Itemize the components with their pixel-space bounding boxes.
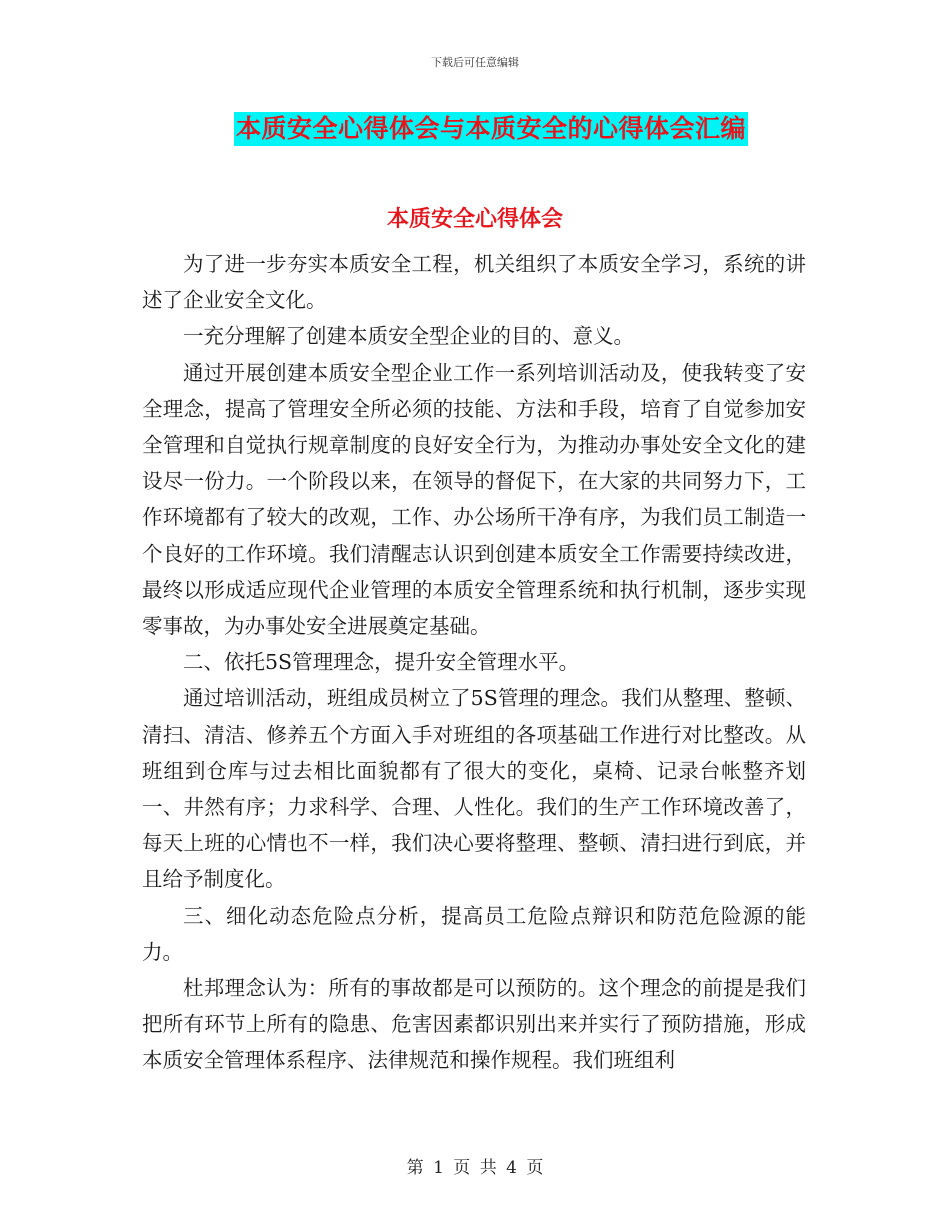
paragraph: 一充分理解了创建本质安全型企业的目的、意义。 xyxy=(183,324,634,349)
paragraph: 为了进一步夯实本质安全工程，机关组织了本质安全学习，系统的讲述了企业安全文化。 xyxy=(142,252,806,313)
paragraph: 杜邦理念认为：所有的事故都是可以预防的。这个理念的前提是我们把所有环节上所有的隐患、危害因素都识别出来并实行了预防措施，形成本质安全管理体系程序、法律规范和操作规程。我们班组利 xyxy=(142,976,806,1073)
section-title: 本质安全心得体会 xyxy=(386,207,563,232)
header-note: 下载后可任意编辑 xyxy=(431,56,519,69)
paragraph: 通过培训活动，班组成员树立了5S管理的理念。我们从整理、整顿、清扫、清洁、修养五个方面入手对班组的各项基础工作进行对比整改。从班组到仓库与过去相比面貌都有了很大的变化，桌椅、记录台帐整齐划一、井然有序；力求科学、合理、人性化。我们的生产工作环境改善了，每天上班的心情也不一样，我们决心要将整理、整顿、清扫进行到底，并且给予制度化。 xyxy=(142,686,806,892)
body-text xyxy=(142,246,806,1079)
page-number-footer: 第 1 页 共 4 页 xyxy=(406,1158,544,1178)
paragraph: 二、依托5S管理理念，提升安全管理水平。 xyxy=(183,650,580,675)
paragraph: 三、细化动态危险点分析，提高员工危险点辩识和防范危险源的能力。 xyxy=(142,903,806,964)
paragraph: 通过开展创建本质安全型企业工作一系列培训活动及，使我转变了安全理念，提高了管理安全所必须的技能、方法和手段，培育了自觉参加安全管理和自觉执行规章制度的良好安全行为，为推动办事处安全文化的建设尽一份力。一个阶段以来，在领导的督促下，在大家的共同努力下，工作环境都有了较大的改观，工作、办公场所干净有序，为我们员工制造一个良好的工作环境。我们清醒志认识到创建本质安全工作需要持续改进，最终以形成适应现代企业管理的本质安全管理系统和执行机制，逐步实现零事故，为办事处安全进展奠定基础。 xyxy=(142,360,806,639)
document-title: 本质安全心得体会与本质安全的心得体会汇编 xyxy=(234,112,748,146)
